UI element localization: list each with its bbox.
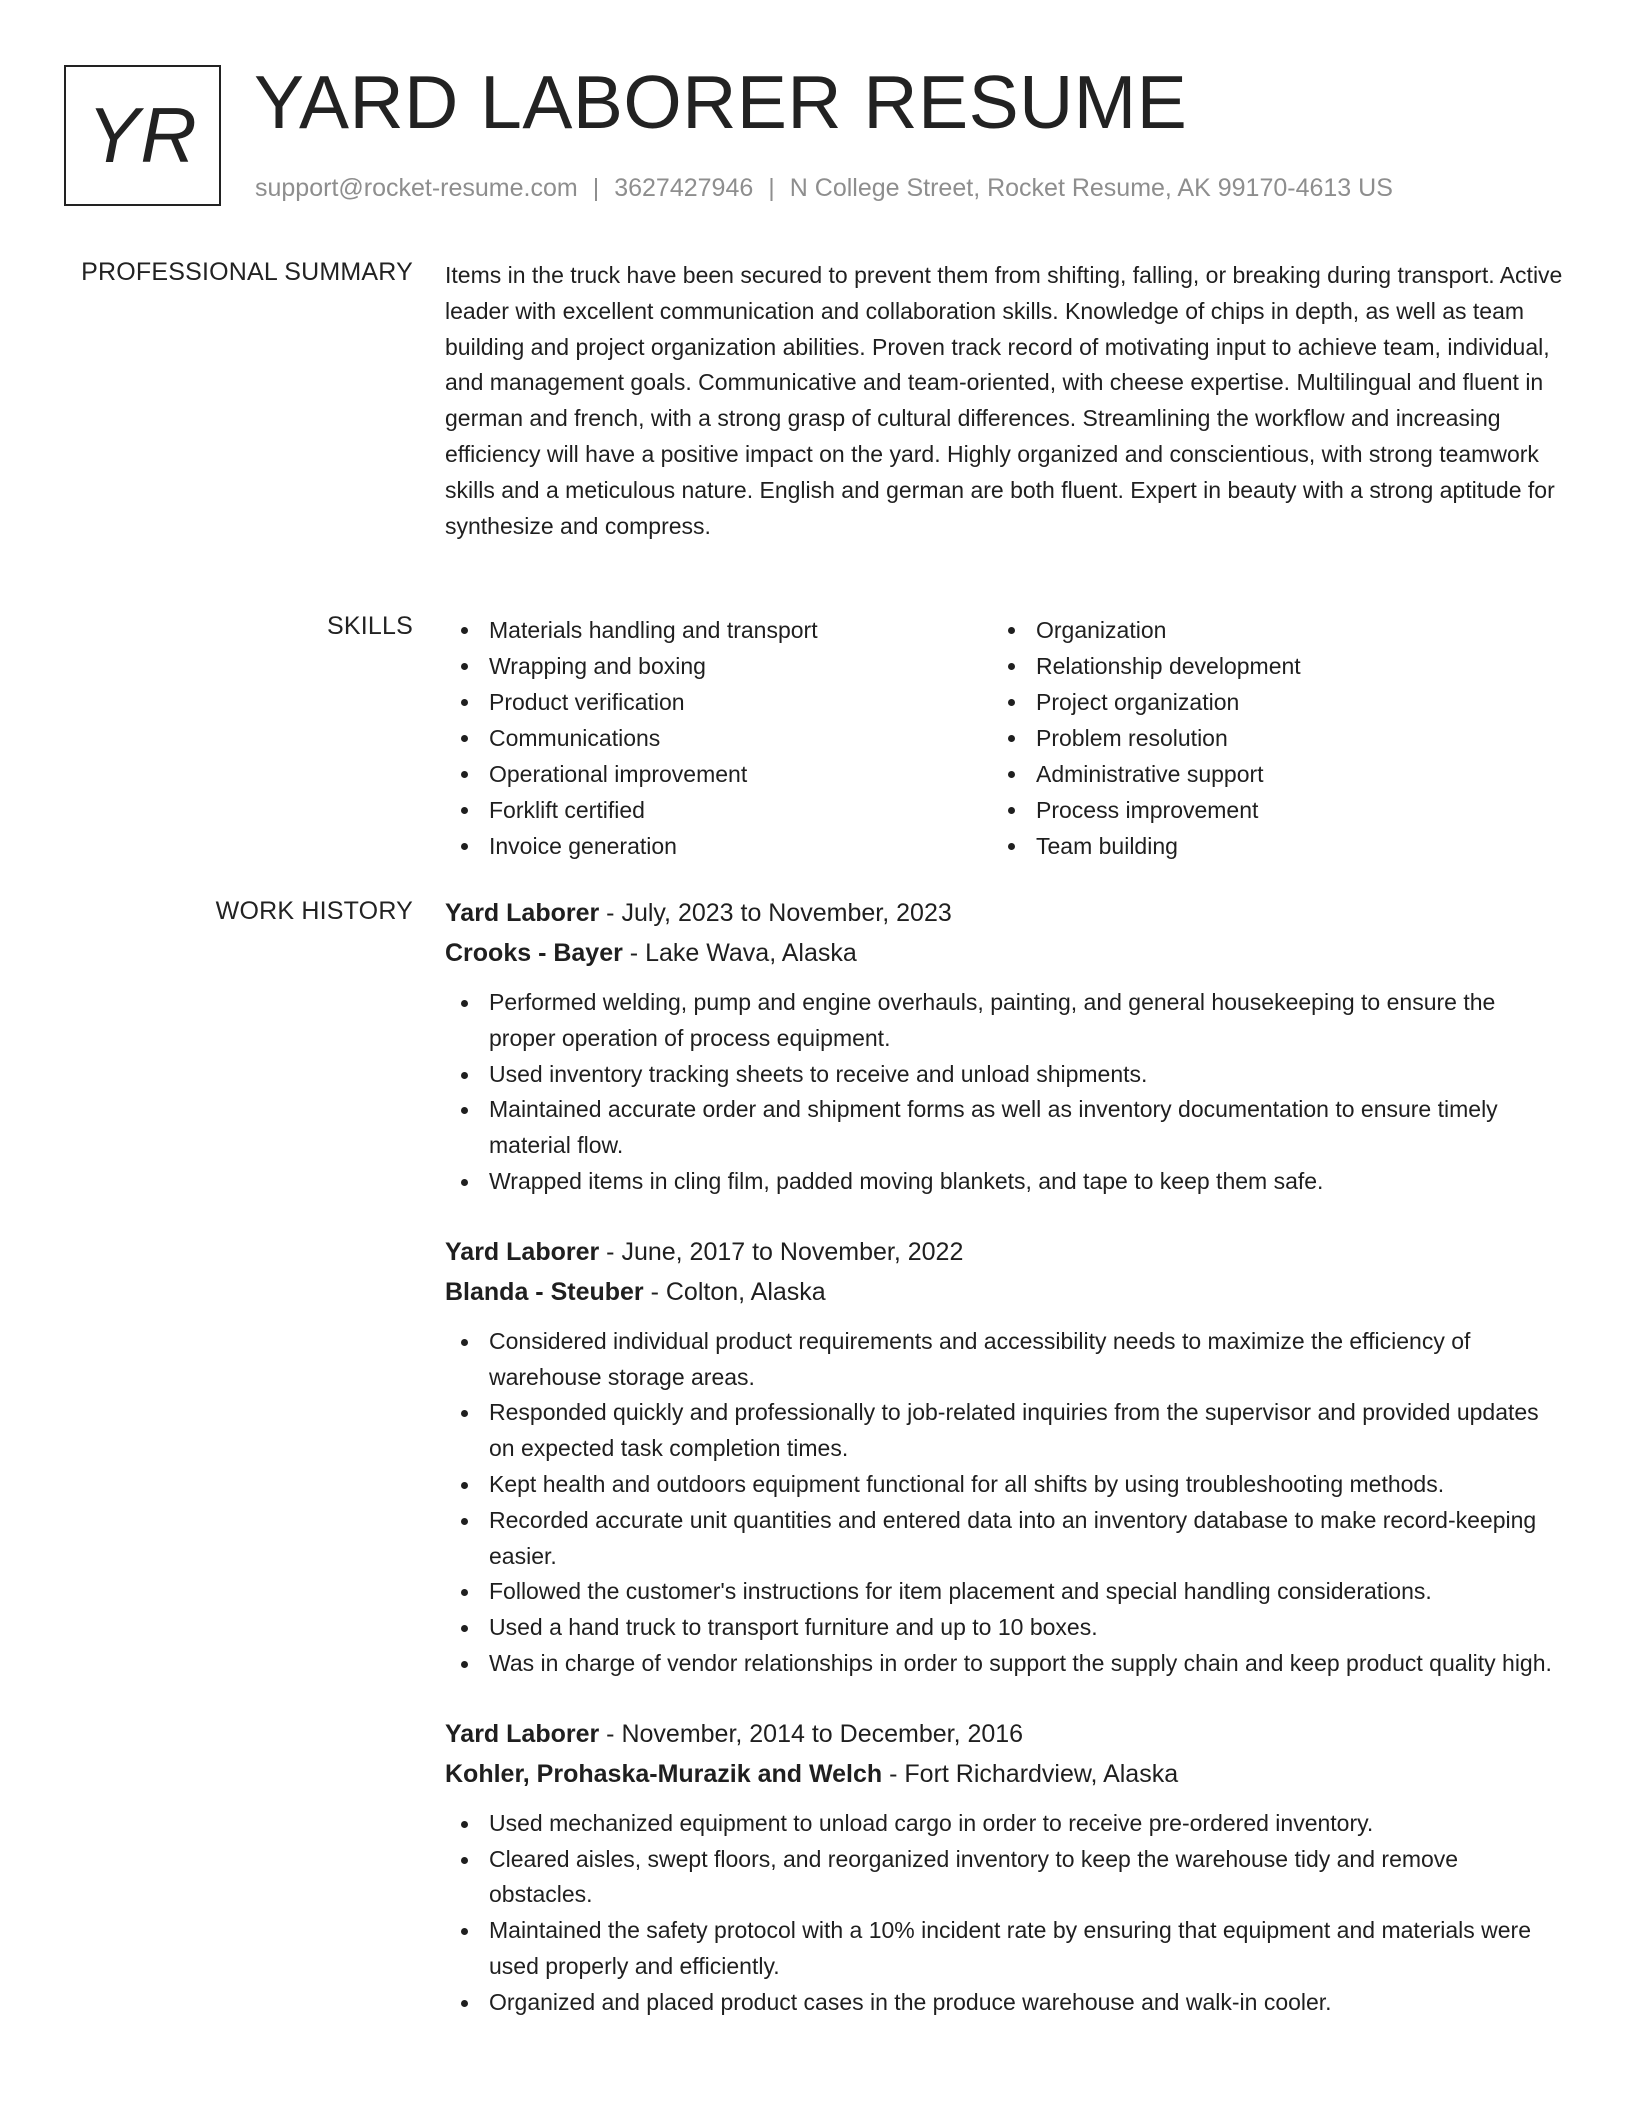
job-title: Yard Laborer bbox=[445, 1237, 600, 1266]
contact-separator: | bbox=[592, 174, 600, 202]
job-bullet: Was in charge of vendor relationships in order to support the supply chain and keep product quality high. bbox=[445, 1646, 1565, 1682]
job-dates: - November, 2014 to December, 2016 bbox=[599, 1719, 1024, 1748]
job-bullet: Recorded accurate unit quantities and entered data into an inventory database to make record-keeping easier. bbox=[445, 1503, 1565, 1575]
job-title: Yard Laborer bbox=[445, 1719, 600, 1748]
section-label-skills: SKILLS bbox=[327, 612, 413, 640]
job-bullet: Organized and placed product cases in the produce warehouse and walk-in cooler. bbox=[445, 1985, 1565, 2021]
job-bullet: Cleared aisles, swept floors, and reorganized inventory to keep the warehouse tidy and remove obstacles. bbox=[445, 1842, 1565, 1914]
skill-item: Administrative support bbox=[992, 756, 1539, 792]
job-location: - Colton, Alaska bbox=[643, 1277, 826, 1306]
skill-item: Materials handling and transport bbox=[445, 612, 992, 648]
contact-address: N College Street, Rocket Resume, AK 99170-4613 US bbox=[789, 174, 1393, 202]
contact-phone[interactable]: 3627427946 bbox=[614, 174, 754, 202]
job-entry bbox=[445, 893, 1565, 1200]
work-history-body bbox=[445, 893, 1565, 2053]
page-title: YARD LABORER RESUME bbox=[254, 60, 1188, 144]
job-bullet: Responded quickly and professionally to job-related inquiries from the supervisor and provided updates on expected task completion times. bbox=[445, 1395, 1565, 1467]
job-company-line bbox=[445, 933, 1565, 973]
skills-column-right bbox=[992, 612, 1539, 864]
skill-item: Invoice generation bbox=[445, 828, 992, 864]
job-bullets bbox=[445, 985, 1565, 1200]
section-label-work-history: WORK HISTORY bbox=[215, 897, 413, 925]
skills-column-left bbox=[445, 612, 992, 864]
job-company: Kohler, Prohaska-Murazik and Welch bbox=[445, 1759, 883, 1788]
job-title-line bbox=[445, 1232, 1565, 1272]
job-bullet: Performed welding, pump and engine overhauls, painting, and general housekeeping to ensure the proper operation of process equipment. bbox=[445, 985, 1565, 1057]
skill-item: Team building bbox=[992, 828, 1539, 864]
job-bullet: Maintained the safety protocol with a 10% incident rate by ensuring that equipment and materials were used properly and efficiently. bbox=[445, 1913, 1565, 1985]
skill-item: Communications bbox=[445, 720, 992, 756]
job-bullet: Used a hand truck to transport furniture and up to 10 boxes. bbox=[445, 1610, 1565, 1646]
job-location: - Lake Wava, Alaska bbox=[622, 939, 857, 967]
monogram-logo: YR bbox=[64, 65, 221, 206]
job-company-line bbox=[445, 1754, 1565, 1794]
skill-item: Organization bbox=[992, 612, 1539, 648]
job-dates: - June, 2017 to November, 2022 bbox=[599, 1237, 964, 1266]
job-bullets bbox=[445, 1806, 1565, 2021]
job-title-line bbox=[445, 1714, 1565, 1754]
job-bullet: Kept health and outdoors equipment functional for all shifts by using troubleshooting methods. bbox=[445, 1467, 1565, 1503]
job-bullet: Used mechanized equipment to unload cargo in order to receive pre-ordered inventory. bbox=[445, 1806, 1565, 1842]
skill-item: Problem resolution bbox=[992, 720, 1539, 756]
skill-item: Operational improvement bbox=[445, 756, 992, 792]
job-title-line bbox=[445, 893, 1565, 933]
skills-body bbox=[445, 612, 1565, 864]
section-label-summary: PROFESSIONAL SUMMARY bbox=[81, 258, 413, 286]
job-bullet: Used inventory tracking sheets to receive and unload shipments. bbox=[445, 1057, 1565, 1093]
job-company-line bbox=[445, 1272, 1565, 1312]
job-entry bbox=[445, 1232, 1565, 1682]
job-company: Crooks - Bayer bbox=[445, 939, 623, 967]
contact-separator: | bbox=[768, 174, 775, 202]
skill-item: Project organization bbox=[992, 684, 1539, 720]
resume-header bbox=[64, 60, 1568, 210]
skill-item: Wrapping and boxing bbox=[445, 648, 992, 684]
contact-line bbox=[255, 174, 1393, 203]
skill-item: Relationship development bbox=[992, 648, 1539, 684]
job-entry bbox=[445, 1714, 1565, 2021]
summary-text: Items in the truck have been secured to prevent them from shifting, falling, or breaking during transport. Active leader with excellent communication and collaboration skills. Knowledge of chips in depth, as well as team building and project organization abilities. Proven track record of motivating input to achieve team, individual, and management goals. Communicative and team-oriented, with cheese expertise. Multilingual and fluent in german and french, with a strong grasp of cultural differences. Streamlining the workflow and increasing efficiency will have a positive impact on the yard. Highly organized and conscientious, with strong teamwork skills and a meticulous nature. English and german are both fluent. Expert in beauty with a strong aptitude for synthesize and compress. bbox=[445, 262, 1563, 539]
job-title: Yard Laborer bbox=[445, 899, 600, 927]
job-location: - Fort Richardview, Alaska bbox=[882, 1759, 1179, 1788]
job-bullets bbox=[445, 1324, 1565, 1682]
job-bullet: Maintained accurate order and shipment forms as well as inventory documentation to ensure timely material flow. bbox=[445, 1092, 1565, 1164]
skill-item: Product verification bbox=[445, 684, 992, 720]
skill-item: Forklift certified bbox=[445, 792, 992, 828]
contact-email[interactable]: support@rocket-resume.com bbox=[255, 174, 578, 202]
skill-item: Process improvement bbox=[992, 792, 1539, 828]
job-company: Blanda - Steuber bbox=[445, 1277, 644, 1306]
summary-body bbox=[445, 258, 1565, 544]
job-bullet: Wrapped items in cling film, padded moving blankets, and tape to keep them safe. bbox=[445, 1164, 1565, 1200]
job-bullet: Considered individual product requirements and accessibility needs to maximize the efficiency of warehouse storage areas. bbox=[445, 1324, 1565, 1396]
job-bullet: Followed the customer's instructions for item placement and special handling considerations. bbox=[445, 1574, 1565, 1610]
job-dates: - July, 2023 to November, 2023 bbox=[599, 899, 952, 927]
